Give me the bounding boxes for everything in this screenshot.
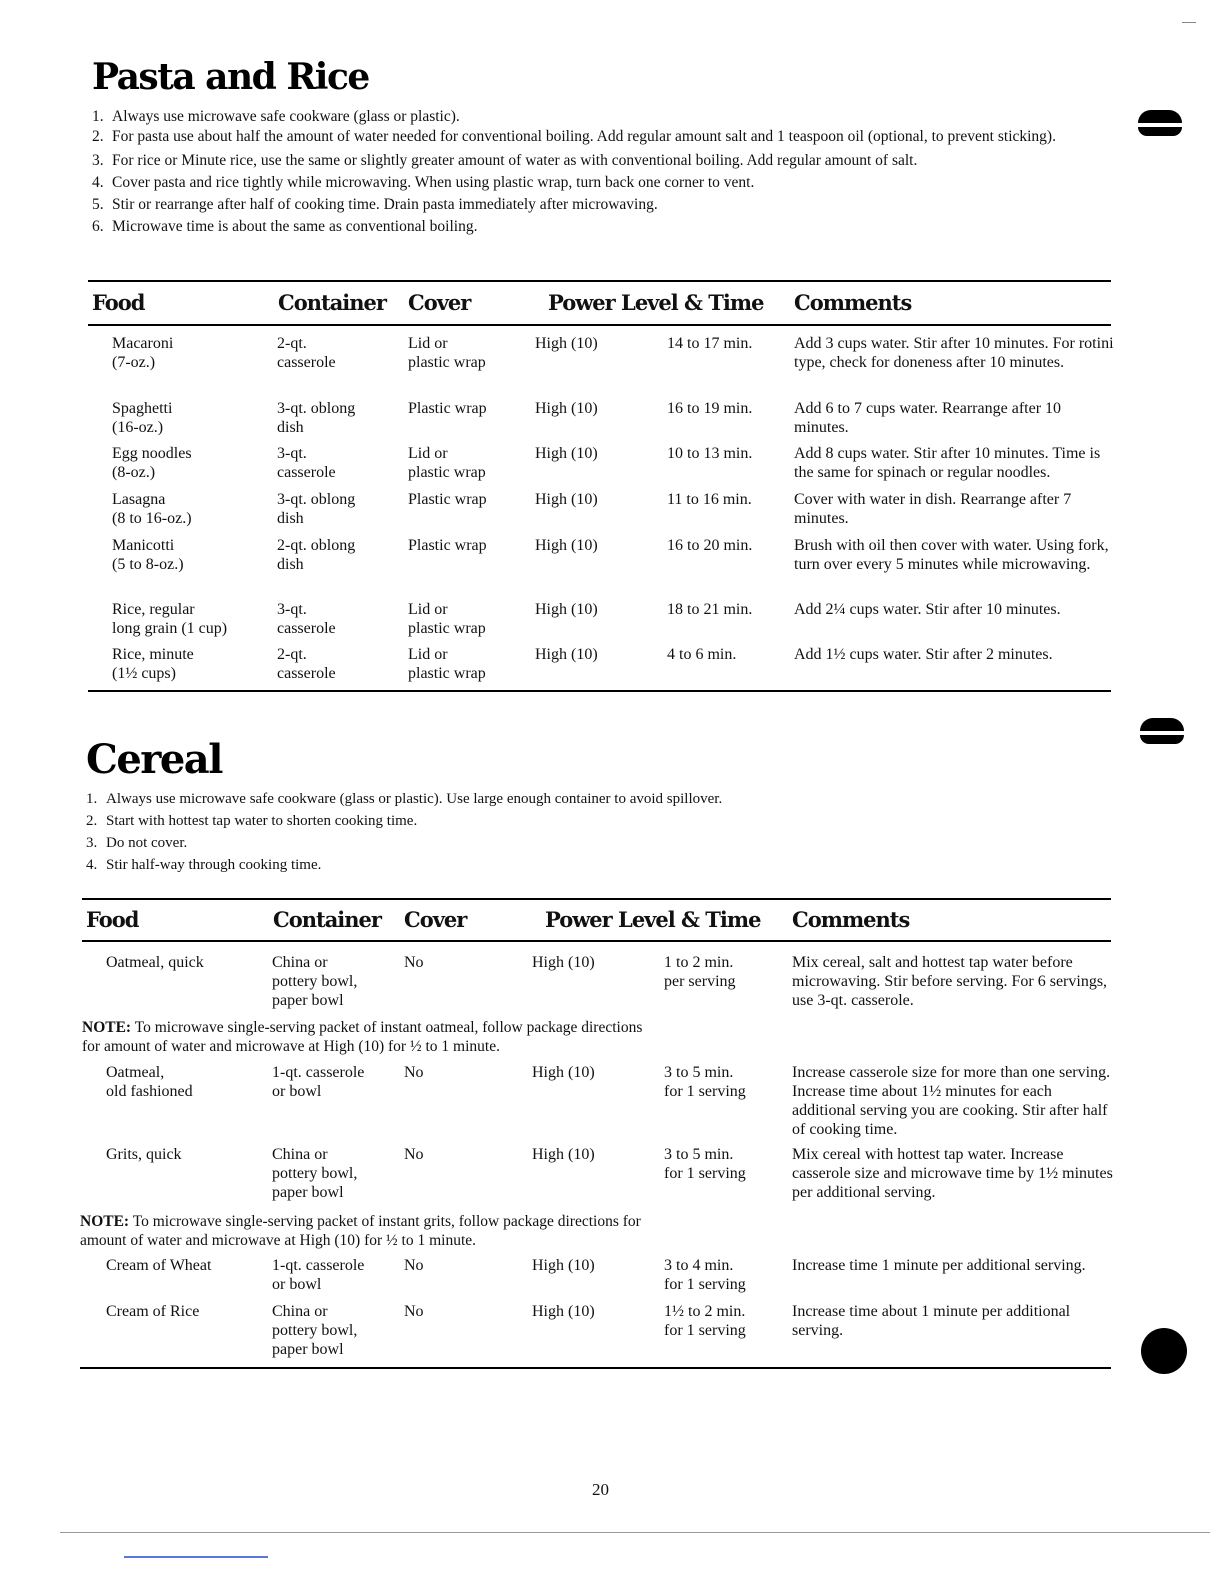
- cereal-table-top-rule: [82, 898, 1111, 900]
- pasta-header-comments: Comments: [794, 290, 912, 315]
- cell-time: 4 to 6 min.: [667, 646, 737, 663]
- cell-food: Oatmeal, old fashioned: [106, 1064, 193, 1100]
- pasta-step: 2. For pasta use about half the amount of water needed for conventional boiling. Add regular amount salt and 1 teaspoon oil (optional, to prevent sticking).: [92, 128, 1056, 145]
- section-tab-marker-icon: [1138, 110, 1182, 136]
- cereal-header-comments: Comments: [792, 907, 910, 932]
- cell-time: 1 to 2 min. per serving: [664, 954, 736, 990]
- cell-food: Egg noodles (8-oz.): [112, 445, 192, 481]
- cell-cover: No: [404, 1064, 424, 1081]
- cell-comments: Add 8 cups water. Stir after 10 minutes. Time is the same for spinach or regular noodles.: [794, 445, 1101, 481]
- cell-cover: Plastic wrap: [408, 491, 487, 508]
- cell-container: 3-qt. casserole: [277, 445, 336, 481]
- pasta-header-cover: Cover: [408, 290, 471, 315]
- cell-time: 1½ to 2 min. for 1 serving: [664, 1303, 746, 1339]
- cell-cover: No: [404, 1146, 424, 1163]
- cell-time: 14 to 17 min.: [667, 335, 753, 352]
- cereal-step: 4. Stir half-way through cooking time.: [86, 857, 322, 873]
- cell-food: Grits, quick: [106, 1146, 182, 1163]
- cell-time: 18 to 21 min.: [667, 601, 753, 618]
- section-tab-marker-icon: [1140, 718, 1184, 744]
- cell-time: 16 to 19 min.: [667, 400, 753, 417]
- footer-blue-line: [124, 1556, 268, 1558]
- cell-food: Cream of Wheat: [106, 1257, 212, 1274]
- pasta-header-food: Food: [92, 290, 145, 315]
- cell-time: 3 to 5 min. for 1 serving: [664, 1064, 746, 1100]
- footer-rule: [60, 1532, 1210, 1533]
- cell-container: China or pottery bowl, paper bowl: [272, 954, 358, 1009]
- cell-cover: Plastic wrap: [408, 400, 487, 417]
- pasta-step: 1. Always use microwave safe cookware (glass or plastic).: [92, 108, 460, 125]
- pasta-table-bottom-rule: [88, 690, 1111, 692]
- cell-cover: No: [404, 1257, 424, 1274]
- cell-time: 11 to 16 min.: [667, 491, 752, 508]
- cell-container: 2-qt. oblong dish: [277, 537, 356, 573]
- cell-comments: Mix cereal with hottest tap water. Increase casserole size and microwave time by 1½ minutes per additional serving.: [792, 1146, 1113, 1201]
- cell-cover: Plastic wrap: [408, 537, 487, 554]
- pasta-header-power: Power Level & Time: [548, 290, 764, 315]
- pasta-step: 5. Stir or rearrange after half of cooking time. Drain pasta immediately after microwaving.: [92, 196, 658, 213]
- cell-container: 2-qt. casserole: [277, 335, 336, 371]
- cell-power: High (10): [532, 1257, 595, 1274]
- cell-comments: Add 3 cups water. Stir after 10 minutes. For rotini type, check for doneness after 10 minutes.: [794, 335, 1114, 371]
- cell-power: High (10): [535, 646, 598, 663]
- cell-cover: Lid or plastic wrap: [408, 335, 486, 371]
- cell-comments: Mix cereal, salt and hottest tap water before microwaving. Stir before serving. For 6 servings, use 3-qt. casserole.: [792, 954, 1108, 1009]
- cell-power: High (10): [535, 335, 598, 352]
- cell-comments: Cover with water in dish. Rearrange after 7 minutes.: [794, 491, 1072, 527]
- pasta-header-rule: [88, 324, 1111, 326]
- cell-container: 3-qt. casserole: [277, 601, 336, 637]
- cell-food: Oatmeal, quick: [106, 954, 204, 971]
- cell-comments: Add 6 to 7 cups water. Rearrange after 10 minutes.: [794, 400, 1062, 436]
- cereal-step: 2. Start with hottest tap water to shorten cooking time.: [86, 813, 418, 829]
- cereal-note-oatmeal: NOTE: To microwave single-serving packet of instant oatmeal, follow package directions for amount of water and microwave at High (10) for ½ to 1 minute.: [82, 1019, 643, 1055]
- cell-time: 16 to 20 min.: [667, 537, 753, 554]
- cereal-step: 3. Do not cover.: [86, 835, 188, 851]
- cereal-header-cover: Cover: [404, 907, 467, 932]
- cell-power: High (10): [535, 537, 598, 554]
- cell-food: Cream of Rice: [106, 1303, 200, 1320]
- cell-food: Lasagna (8 to 16-oz.): [112, 491, 192, 527]
- cereal-header-rule: [82, 940, 1111, 942]
- pasta-table-top-rule: [88, 280, 1111, 282]
- cell-food: Rice, minute (1½ cups): [112, 646, 194, 682]
- cereal-instructions-list: [86, 788, 1101, 876]
- cell-food: Macaroni (7-oz.): [112, 335, 174, 371]
- cell-food: Rice, regular long grain (1 cup): [112, 601, 228, 637]
- cereal-header-container: Container: [273, 907, 381, 932]
- cell-time: 3 to 4 min. for 1 serving: [664, 1257, 746, 1293]
- pasta-header-container: Container: [278, 290, 386, 315]
- cereal-table-bottom-rule: [80, 1367, 1111, 1369]
- pasta-instructions-list: [92, 106, 1107, 238]
- cell-power: High (10): [532, 1146, 595, 1163]
- cereal-note-grits: NOTE: To microwave single-serving packet of instant grits, follow package directions for amount of water and microwave at High (10) for ½ to 1 minute.: [80, 1213, 641, 1249]
- cell-power: High (10): [532, 954, 595, 971]
- cell-power: High (10): [535, 400, 598, 417]
- cereal-step: 1. Always use microwave safe cookware (glass or plastic). Use large enough container to avoid spillover.: [86, 791, 723, 807]
- cell-comments: Add 2¼ cups water. Stir after 10 minutes.: [794, 601, 1061, 618]
- cell-power: High (10): [532, 1064, 595, 1081]
- cell-comments: Add 1½ cups water. Stir after 2 minutes.: [794, 646, 1053, 663]
- cell-food: Spaghetti (16-oz.): [112, 400, 173, 436]
- cell-container: 1-qt. casserole or bowl: [272, 1257, 365, 1293]
- pasta-step: 3. For rice or Minute rice, use the same or slightly greater amount of water as with conventional boiling. Add regular amount of salt.: [92, 152, 918, 169]
- cell-comments: Increase time 1 minute per additional serving.: [792, 1257, 1086, 1274]
- cell-comments: Brush with oil then cover with water. Using fork, turn over every 5 minutes while microwaving.: [794, 537, 1109, 573]
- cell-power: High (10): [535, 601, 598, 618]
- cell-time: 10 to 13 min.: [667, 445, 753, 462]
- cell-comments: Increase casserole size for more than one serving. Increase time about 1½ minutes for each additional serving you are cooking. Stir after half of cooking time.: [792, 1064, 1111, 1138]
- cell-container: China or pottery bowl, paper bowl: [272, 1303, 358, 1358]
- page-number: 20: [592, 1480, 609, 1499]
- cell-container: 2-qt. casserole: [277, 646, 336, 682]
- pasta-step: 4. Cover pasta and rice tightly while microwaving. When using plastic wrap, turn back one corner to vent.: [92, 174, 755, 191]
- cell-container: 3-qt. oblong dish: [277, 400, 356, 436]
- cell-cover: Lid or plastic wrap: [408, 646, 486, 682]
- cell-power: High (10): [535, 445, 598, 462]
- cell-container: 1-qt. casserole or bowl: [272, 1064, 365, 1100]
- cell-cover: No: [404, 954, 424, 971]
- cell-container: China or pottery bowl, paper bowl: [272, 1146, 358, 1201]
- cell-cover: Lid or plastic wrap: [408, 601, 486, 637]
- cell-cover: No: [404, 1303, 424, 1320]
- cell-comments: Increase time about 1 minute per additional serving.: [792, 1303, 1071, 1339]
- cereal-header-food: Food: [86, 907, 139, 932]
- pasta-section-title: Pasta and Rice: [92, 56, 369, 98]
- cell-power: High (10): [532, 1303, 595, 1320]
- cell-container: 3-qt. oblong dish: [277, 491, 356, 527]
- corner-dash: [1182, 22, 1196, 23]
- pasta-step: 6. Microwave time is about the same as conventional boiling.: [92, 218, 478, 235]
- cell-cover: Lid or plastic wrap: [408, 445, 486, 481]
- cell-power: High (10): [535, 491, 598, 508]
- cell-time: 3 to 5 min. for 1 serving: [664, 1146, 746, 1182]
- cereal-header-power: Power Level & Time: [545, 907, 761, 932]
- cell-food: Manicotti (5 to 8-oz.): [112, 537, 184, 573]
- section-dot-marker-icon: [1141, 1328, 1187, 1374]
- cereal-section-title: Cereal: [86, 736, 222, 783]
